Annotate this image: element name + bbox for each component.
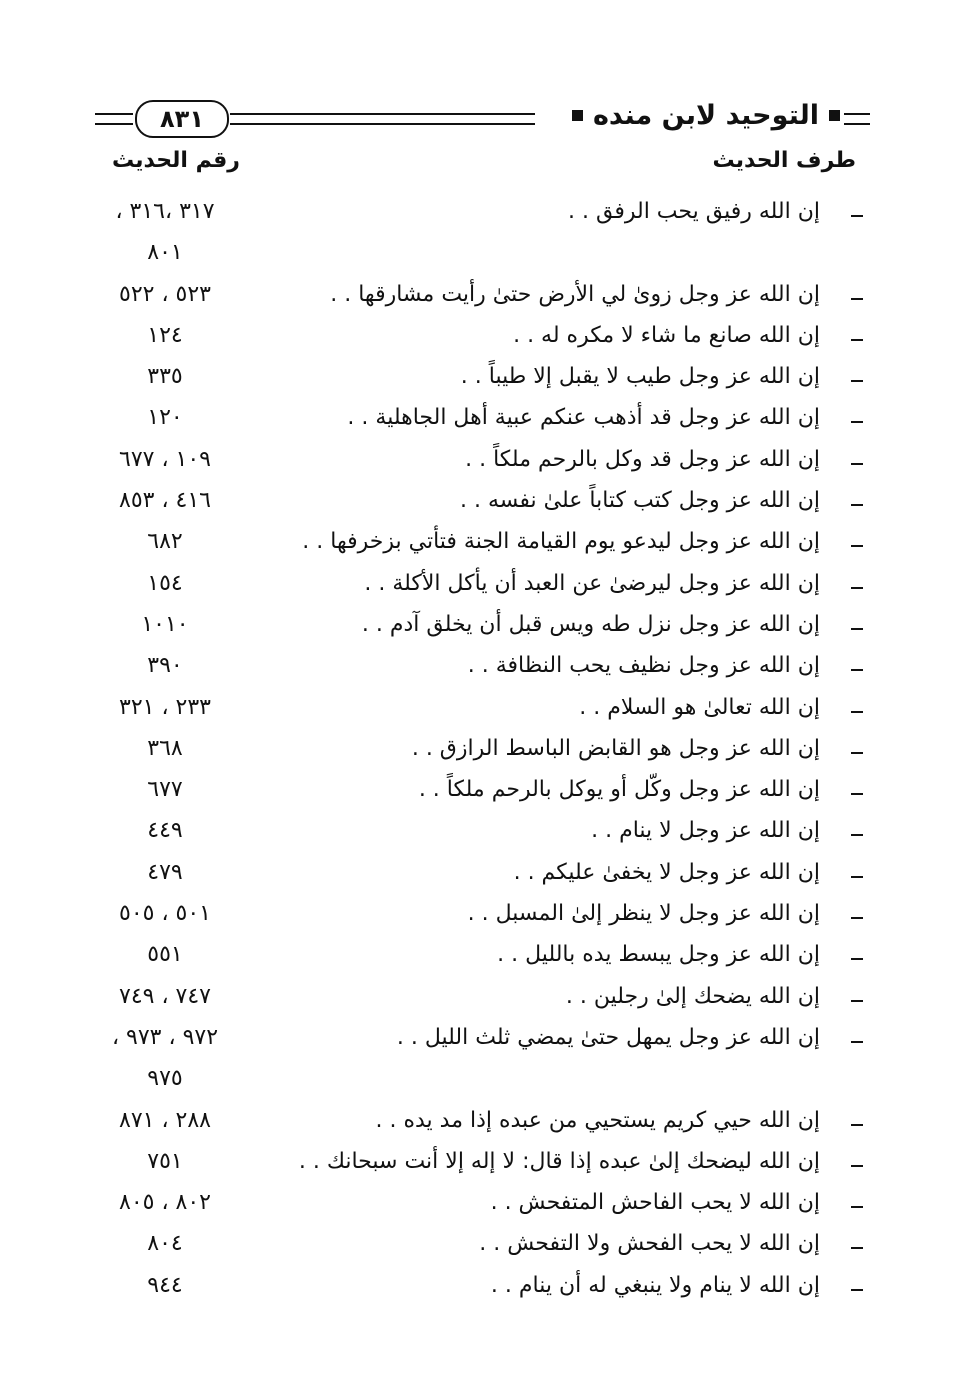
list-item: [0, 195, 960, 236]
hadith-text: إن الله عز وجل يبسط يده بالليل . .: [497, 942, 820, 968]
square-ornament-icon: [572, 110, 583, 121]
dash-bullet-icon: [851, 1124, 863, 1126]
dash-bullet-icon: [851, 834, 863, 836]
list-item: [0, 360, 960, 401]
hadith-number: ١٠٩ ، ٦٧٧: [119, 446, 211, 472]
dash-bullet-icon: [851, 793, 863, 795]
hadith-text: إن الله رفيق يحب الرفق . .: [568, 199, 820, 224]
list-item: [0, 938, 960, 979]
hadith-number: ٣١٧ ،٣١٦ ،: [115, 199, 215, 224]
list-item: [0, 1186, 960, 1227]
page-number: ٨٣١: [135, 100, 229, 138]
page-header: [95, 96, 870, 140]
hadith-number: ٨٠٢ ، ٨٠٥: [119, 1190, 211, 1216]
hadith-text: إن الله لا يحب الفاحش المتفحش . .: [490, 1190, 820, 1216]
hadith-number: ٥٠١ ، ٥٠٥: [119, 901, 211, 927]
hadith-number: ٩٧٥: [147, 1066, 183, 1092]
hadith-number: ٣٣٥: [147, 364, 183, 390]
list-item: [0, 443, 960, 484]
header-title-wrap: [572, 100, 840, 131]
hadith-text: إن الله عز وجل وكّل أو يوكل بالرحم ملكاً . .: [418, 777, 820, 803]
book-title: التوحيد لابن منده: [592, 100, 819, 131]
list-item: [0, 814, 960, 855]
dash-bullet-icon: [851, 752, 863, 754]
hadith-text: إن الله تعالىٰ هو السلام . .: [579, 694, 820, 720]
hadith-text: إن الله لا يحب الفحش ولا التفحش . .: [479, 1231, 820, 1257]
hadith-text: إن الله لا ينام ولا ينبغي له أن ينام . .: [490, 1272, 820, 1298]
header-rule-left: [95, 113, 133, 125]
hadith-text: إن الله عز وجل لا يخفىٰ عليكم . .: [513, 859, 820, 885]
dash-bullet-icon: [851, 628, 863, 630]
hadith-text: إن الله عز وجل نزل طه ويس قبل أن يخلق آدم . .: [361, 611, 820, 637]
hadith-number: ٢٣٣ ، ٣٢١: [119, 694, 211, 720]
hadith-number: ٦٧٧: [147, 777, 183, 803]
hadith-number: ٣٦٨: [147, 735, 183, 761]
dash-bullet-icon: [851, 1247, 863, 1249]
hadith-text: إن الله عز وجل هو القابض الباسط الرازق . .: [411, 735, 820, 761]
column-heading-number: رقم الحديث: [112, 148, 240, 173]
hadith-number: ٩٤٤: [147, 1272, 183, 1298]
dash-bullet-icon: [851, 1206, 863, 1208]
list-item: [0, 278, 960, 319]
list-item: [0, 484, 960, 525]
hadith-text: إن الله عز وجل ليرضىٰ عن العبد أن يأكل الأكلة . .: [364, 570, 820, 596]
hadith-text: إن الله عز وجل ليدعو يوم القيامة الجنة فتأتي بزخرفها . .: [302, 529, 820, 555]
hadith-text: إن الله عز وجل لا ينظر إلىٰ المسبل . .: [467, 901, 820, 927]
dash-bullet-icon: [851, 504, 863, 506]
dash-bullet-icon: [851, 711, 863, 713]
dash-bullet-icon: [851, 339, 863, 341]
list-item: [0, 649, 960, 690]
square-ornament-icon: [829, 110, 840, 121]
hadith-text: إن الله عز وجل يمهل حتىٰ يمضي ثلث الليل . .: [396, 1024, 820, 1050]
header-rule-right: [844, 113, 870, 125]
hadith-number: ٣٩٠: [147, 653, 183, 679]
hadith-number: ١٠١٠: [141, 611, 189, 637]
list-item: [0, 525, 960, 566]
hadith-text: إن الله يضحك إلىٰ رجلين . .: [565, 983, 820, 1009]
hadith-text: إن الله ليضحك إلىٰ عبده إذا قال: لا إله إلا أنت سبحانك . .: [298, 1148, 820, 1174]
dash-bullet-icon: [851, 669, 863, 671]
list-item: [0, 236, 960, 277]
dash-bullet-icon: [851, 545, 863, 547]
list-item: [0, 897, 960, 938]
hadith-text: إن الله عز وجل لا ينام . .: [591, 818, 820, 844]
list-item: [0, 1021, 960, 1062]
dash-bullet-icon: [851, 876, 863, 878]
hadith-number: ٧٥١: [147, 1148, 183, 1174]
hadith-text: إن الله عز وجل طيب لا يقبل إلا طيباً . .: [460, 364, 820, 390]
list-item: [0, 980, 960, 1021]
dash-bullet-icon: [851, 421, 863, 423]
hadith-number: ٤٤٩: [147, 818, 183, 844]
dash-bullet-icon: [851, 917, 863, 919]
dash-bullet-icon: [851, 958, 863, 960]
hadith-text: إن الله حيي كريم يستحيي من عبده إذا مد يده . .: [375, 1107, 820, 1133]
list-item: [0, 732, 960, 773]
dash-bullet-icon: [851, 380, 863, 382]
dash-bullet-icon: [851, 587, 863, 589]
hadith-number: ٥٥١: [147, 942, 183, 968]
hadith-number: ١٢٠: [147, 405, 183, 431]
dash-bullet-icon: [851, 1165, 863, 1167]
hadith-number: ٧٤٧ ، ٧٤٩: [119, 983, 211, 1009]
hadith-number: ٨٠٤: [147, 1231, 183, 1257]
hadith-text: إن الله صانع ما شاء لا مكره له . .: [513, 322, 820, 348]
dash-bullet-icon: [851, 298, 863, 300]
hadith-text: إن الله عز وجل قد أذهب عنكم عبية أهل الجاهلية . .: [347, 405, 820, 431]
column-heading-hadith: طرف الحديث: [712, 148, 856, 173]
list-item: [0, 1145, 960, 1186]
list-item: [0, 401, 960, 442]
list-item: [0, 319, 960, 360]
list-item: [0, 1269, 960, 1310]
dash-bullet-icon: [851, 1041, 863, 1043]
dash-bullet-icon: [851, 1289, 863, 1291]
hadith-number: ٦٨٢: [147, 529, 183, 555]
index-list: [0, 195, 960, 1310]
hadith-number: ١٥٤: [147, 570, 183, 596]
dash-bullet-icon: [851, 463, 863, 465]
list-item: [0, 1104, 960, 1145]
hadith-number: ١٢٤: [147, 322, 183, 348]
dash-bullet-icon: [851, 1000, 863, 1002]
list-item: [0, 691, 960, 732]
list-item: [0, 1227, 960, 1268]
hadith-number: ٢٨٨ ، ٨٧١: [119, 1107, 211, 1133]
dash-bullet-icon: [851, 215, 863, 217]
hadith-text: إن الله عز وجل قد وكل بالرحم ملكاً . .: [465, 446, 820, 472]
hadith-number: ٤١٦ ، ٨٥٣: [119, 488, 211, 514]
list-item: [0, 773, 960, 814]
header-rule-middle: [230, 113, 535, 125]
hadith-number: ٤٧٩: [147, 859, 183, 885]
list-item: [0, 856, 960, 897]
hadith-text: إن الله عز وجل نظيف يحب النظافة . .: [467, 653, 820, 679]
hadith-number: ٨٠١: [147, 240, 183, 266]
hadith-text: إن الله عز وجل كتب كتاباً علىٰ نفسه . .: [459, 488, 820, 514]
list-item: [0, 1062, 960, 1103]
hadith-number: ٥٢٣ ، ٥٢٢: [119, 281, 211, 307]
list-item: [0, 608, 960, 649]
hadith-text: إن الله عز وجل زوىٰ لي الأرض حتىٰ رأيت مشارقها . .: [330, 281, 820, 307]
hadith-number: ٩٧٢ ، ٩٧٣ ،: [111, 1024, 219, 1050]
list-item: [0, 567, 960, 608]
